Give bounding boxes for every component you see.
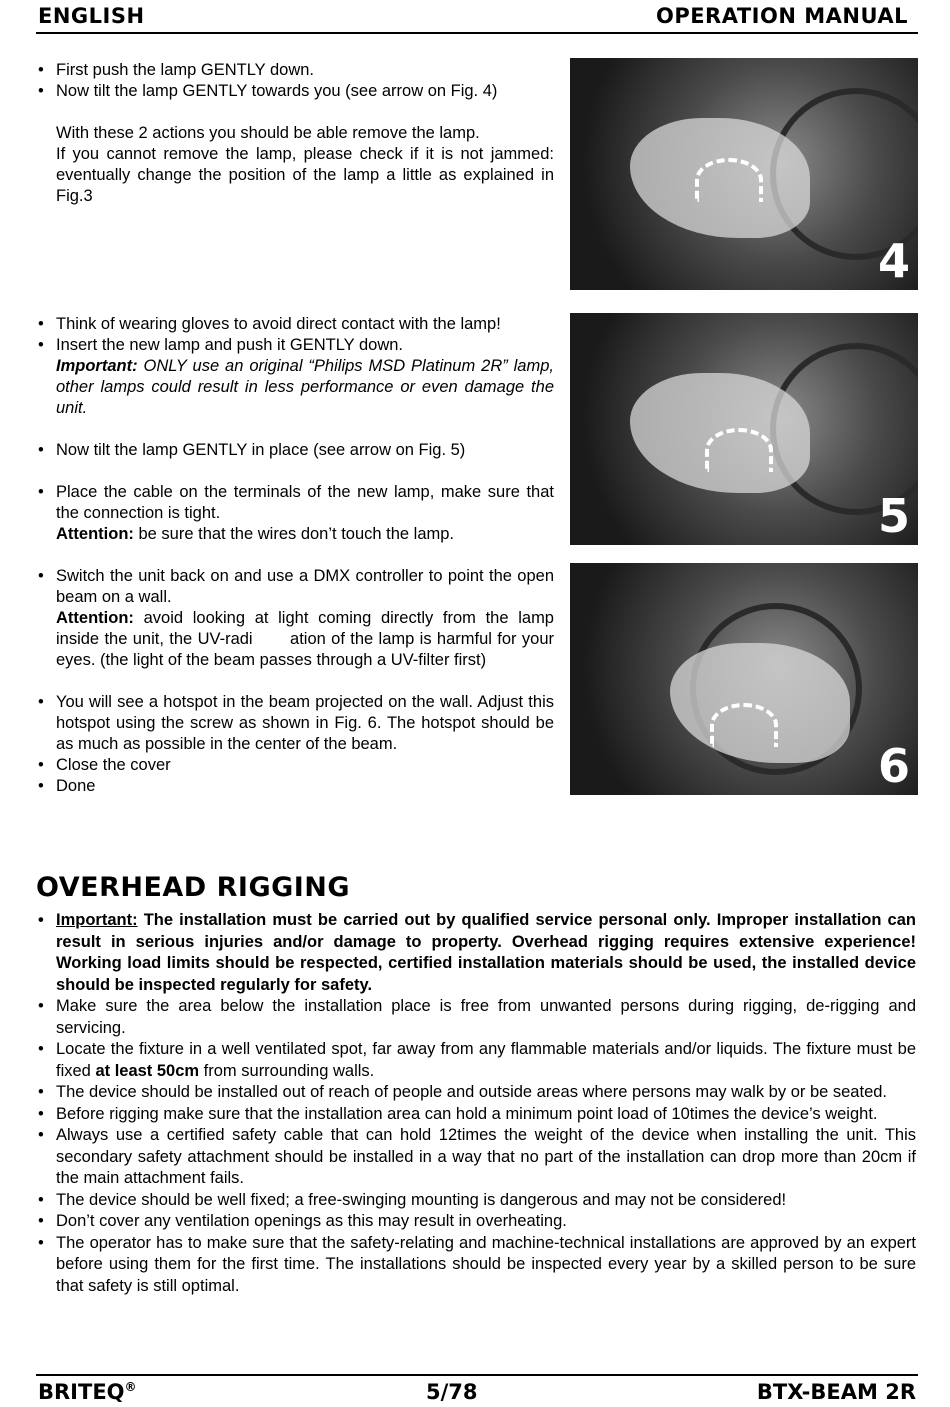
list-item: • Done: [36, 776, 554, 797]
steps-section-1: [36, 60, 554, 207]
list-item: • Close the cover: [36, 755, 554, 776]
footer-brand: [38, 1380, 137, 1404]
list-item: • Now tilt the lamp GENTLY towards you (see arrow on Fig. 4): [36, 81, 554, 102]
list-item-text: Insert the new lamp and push it GENTLY down.: [56, 336, 403, 354]
header-title: OPERATION MANUAL: [655, 4, 908, 28]
list-item: • First push the lamp GENTLY down.: [36, 60, 554, 81]
list-item: • The device should be well fixed; a free-swinging mounting is dangerous and may not be considered!: [36, 1190, 916, 1212]
list-item: [36, 910, 916, 996]
steps-section-2: [36, 314, 559, 797]
list-item: • The operator has to make sure that the safety-relating and machine-technical installations are approved by an expert before using them for the first time. The installations should be inspected every year by a skilled person to be sure that safety is still optimal.: [36, 1233, 916, 1298]
list-item: • Before rigging make sure that the installation area can hold a minimum point load of 10times the device’s weight.: [36, 1104, 916, 1126]
brand-name: BRITEQ: [38, 1380, 125, 1404]
emphasis: at least 50cm: [95, 1061, 200, 1080]
list-item: • Make sure the area below the installation place is free from unwanted persons during rigging, de-rigging and servicing.: [36, 996, 916, 1039]
list-item-text: from surrounding walls.: [199, 1061, 375, 1080]
paragraph: If you cannot remove the lamp, please check if it is not jammed: eventually change the position of the lamp a little as explained in Fig.3: [56, 145, 554, 205]
list-item: [36, 335, 554, 419]
list-item: • Always use a certified safety cable that can hold 12times the weight of the device when installing the unit. This secondary safety attachment should be installed in a way that no part of the installation can drop more than 20cm if the main attachment fails.: [36, 1125, 916, 1190]
figure-5-photo: [570, 313, 918, 545]
list-item: • Now tilt the lamp GENTLY in place (see arrow on Fig. 5): [36, 440, 554, 461]
list-item: • You will see a hotspot in the beam projected on the wall. Adjust this hotspot using the screw as shown in Fig. 6. The hotspot should be as much as possible in the center of the beam.: [36, 692, 554, 755]
list-item: • Think of wearing gloves to avoid direct contact with the lamp!: [36, 314, 554, 335]
important-text: The installation must be carried out by qualified service personal only. Improper installation can result in serious injuries and/or damage to property. Overhead rigging requires extensive experience! Working load limits should be respected, certified installation materials should be used, the installed device should be inspected regularly for safety.: [56, 911, 916, 994]
important-text: ONLY use an original “Philips MSD Platinum 2R” lamp, other lamps could result in less performance or even damage the unit.: [56, 357, 554, 417]
figure-4-photo: [570, 58, 918, 290]
page-header: [36, 2, 918, 34]
important-note: [56, 357, 554, 417]
attention-text: be sure that the wires don’t touch the lamp.: [133, 525, 455, 543]
list-item-text: Place the cable on the terminals of the new lamp, make sure that the connection is tight.: [56, 483, 554, 522]
list-item-text: Locate the fixture in a well ventilated spot, far away from any flammable materials and/or liquids. The fixture must be fixed: [56, 1040, 916, 1080]
list-item: • Don’t cover any ventilation openings as this may result in overheating.: [36, 1211, 916, 1233]
figure-number: 6: [877, 739, 910, 793]
important-label: Important:: [56, 357, 138, 375]
page-number: 5/78: [426, 1380, 478, 1404]
figure-6-photo: [570, 563, 918, 795]
list-item: [36, 482, 554, 545]
list-item: [36, 1039, 916, 1082]
figure-number: 4: [877, 234, 910, 288]
section-heading: OVERHEAD RIGGING: [36, 872, 351, 903]
rigging-list: [36, 910, 916, 1297]
page-footer: [36, 1374, 918, 1406]
attention-text: avoid looking at light coming directly from the lamp inside the unit, the UV-radi ation of the lamp is harmful for your eyes. (the light of the beam passes through a UV-filter first): [56, 609, 559, 669]
attention-label: Attention:: [56, 609, 134, 627]
registered-mark: ®: [124, 1380, 137, 1394]
figure-number: 5: [877, 489, 910, 543]
header-language: ENGLISH: [38, 4, 145, 28]
list-item: [36, 566, 559, 671]
paragraph: With these 2 actions you should be able remove the lamp.: [56, 124, 480, 142]
attention-label: Attention:: [56, 525, 134, 543]
important-label: Important:: [56, 911, 138, 929]
list-item-text: Switch the unit back on and use a DMX controller to point the open beam on a wall.: [56, 567, 554, 606]
footer-model: BTX-BEAM 2R: [756, 1380, 916, 1404]
list-item: • The device should be installed out of reach of people and outside areas where persons may walk by or be seated.: [36, 1082, 916, 1104]
